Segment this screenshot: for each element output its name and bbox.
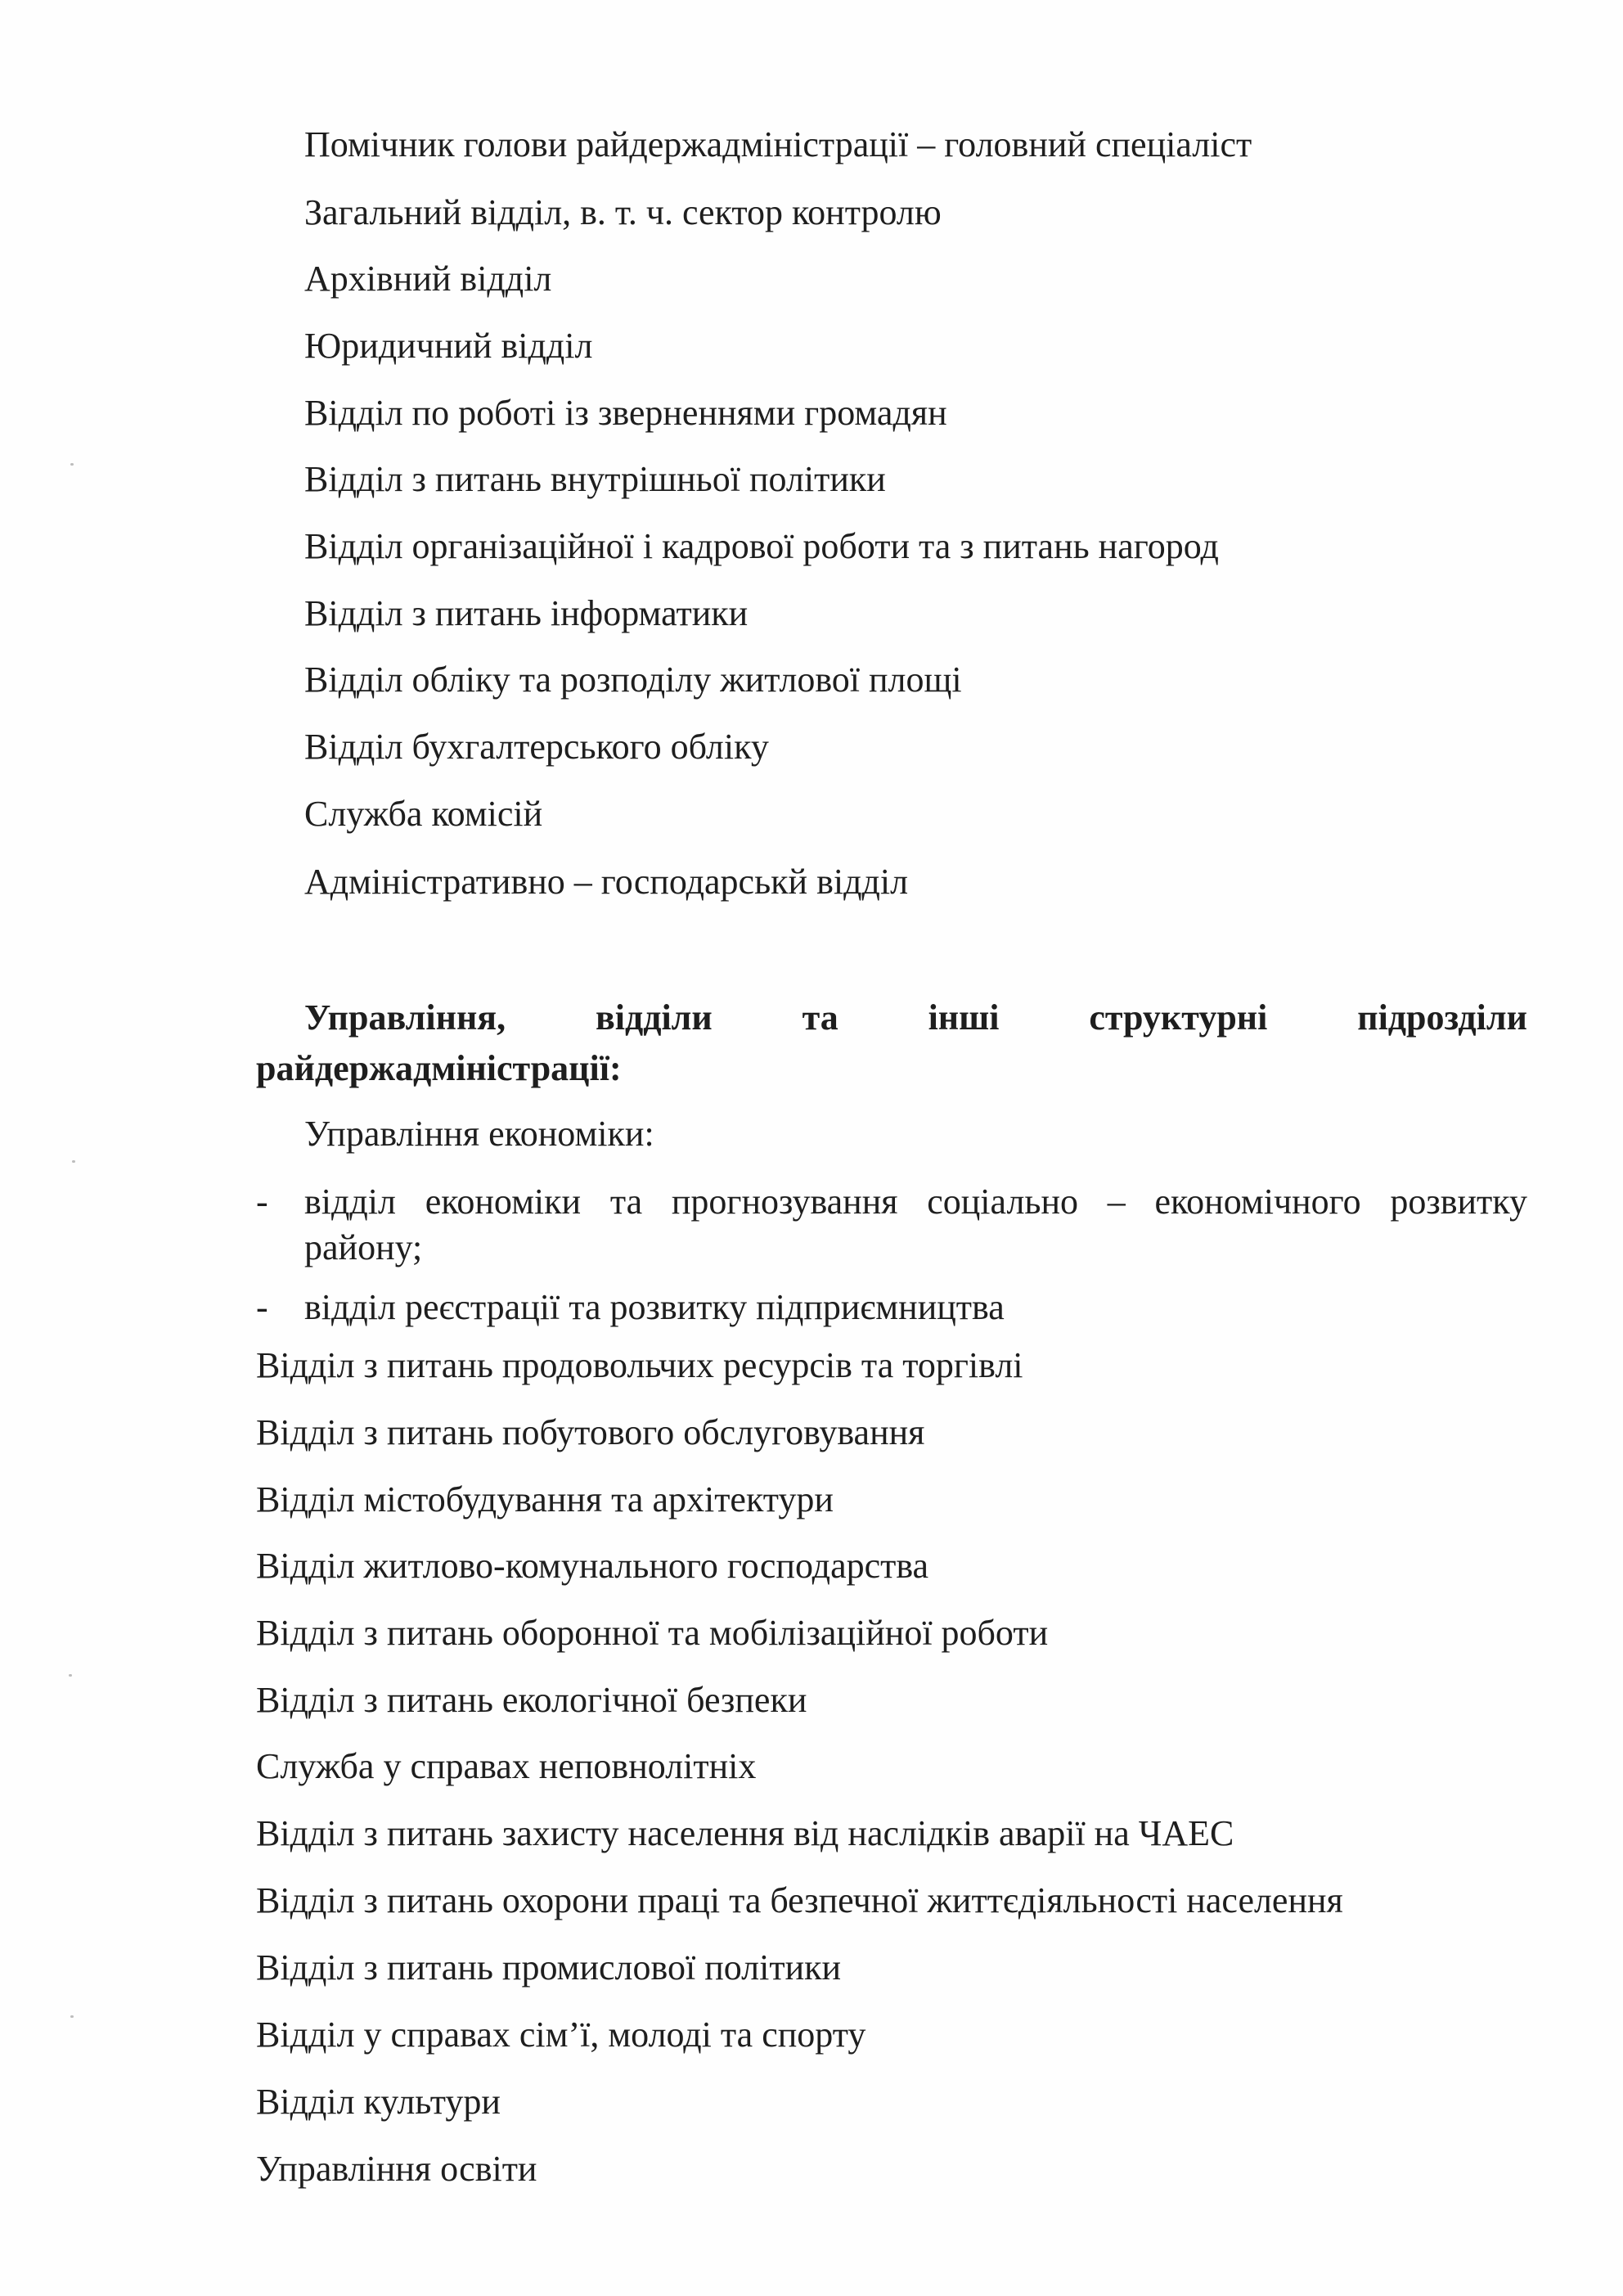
section-heading	[256, 993, 1527, 1094]
sub-item-word: та	[609, 1182, 643, 1222]
dash-marker: -	[256, 1287, 268, 1327]
unit-line: Відділ з питань внутрішньої політики	[304, 459, 886, 499]
unit-line: Відділ культури	[256, 2082, 501, 2122]
unit-line: Відділ житлово-комунального господарства	[256, 1546, 929, 1586]
sub-item-word: економіки	[425, 1182, 582, 1222]
sub-item-line1	[304, 1179, 1527, 1225]
unit-line: Юридичний відділ	[304, 326, 593, 366]
scan-speck	[70, 463, 74, 466]
economy-sub-item	[256, 1179, 1527, 1271]
section-heading-line2: райдержадміністрації:	[256, 1048, 622, 1088]
heading-word: відділи	[595, 997, 713, 1038]
sub-item-text	[304, 1179, 1527, 1271]
unit-line: Відділ з питань оборонної та мобілізаційної роботи	[256, 1613, 1049, 1653]
unit-line: Відділ обліку та розподілу житлової площі	[304, 660, 962, 700]
sub-item-line2: району;	[304, 1227, 423, 1267]
heading-word: Управління,	[304, 997, 506, 1038]
scan-speck	[69, 1674, 72, 1677]
unit-line: Відділ бухгалтерського обліку	[304, 727, 769, 767]
unit-line: Відділ з питань захисту населення від наслідків аварії на ЧАЕС	[256, 1813, 1234, 1853]
unit-line: Відділ з питань екологічної безпеки	[256, 1680, 807, 1720]
sub-item-word: відділ	[304, 1182, 396, 1222]
economy-title: Управління економіки:	[304, 1114, 654, 1154]
unit-line: Відділ з питань продовольчих ресурсів та торгівлі	[256, 1345, 1023, 1385]
unit-line: Служба у справах неповнолітніх	[256, 1746, 757, 1786]
sub-item-text: відділ реєстрації та розвитку підприємництва	[304, 1287, 1005, 1327]
sub-item-word: економічного	[1154, 1182, 1361, 1222]
heading-word: інші	[928, 997, 1000, 1038]
unit-line: Відділ містобудування та архітектури	[256, 1479, 834, 1519]
unit-line: Відділ у справах сім’ї, молоді та спорту	[256, 2015, 866, 2055]
unit-line: Служба комісій	[304, 794, 543, 834]
unit-line: Адміністративно – господарськй відділ	[304, 862, 909, 902]
heading-word: підрозділи	[1357, 997, 1527, 1038]
heading-word: та	[802, 997, 838, 1038]
unit-line: Відділ по роботі із зверненнями громадян	[304, 393, 947, 433]
sub-item-word: прогнозування	[671, 1182, 898, 1222]
unit-line: Відділ з питань охорони праці та безпечної життєдіяльності населення	[256, 1880, 1343, 1920]
unit-line: Архівний відділ	[304, 259, 552, 299]
sub-item-word: розвитку	[1390, 1182, 1527, 1222]
unit-line: Помічник голови райдержадміністрації – головний спеціаліст	[304, 124, 1252, 164]
economy-sub-item	[256, 1285, 1527, 1330]
unit-line: Відділ з питань промислової політики	[256, 1947, 842, 1988]
dash-marker: -	[256, 1182, 268, 1222]
sub-item-word: соціально	[927, 1182, 1079, 1222]
unit-line: Відділ організаційної і кадрової роботи та з питань нагород	[304, 526, 1219, 566]
sub-item-word: –	[1107, 1182, 1126, 1222]
unit-line: Відділ з питань побутового обслуговування	[256, 1412, 925, 1452]
scan-speck	[70, 2015, 74, 2018]
section-heading-line1	[256, 993, 1527, 1043]
heading-word: структурні	[1089, 997, 1268, 1038]
unit-line: Загальний відділ, в. т. ч. сектор контролю	[304, 192, 942, 232]
unit-line: Відділ з питань інформатики	[304, 593, 749, 633]
scan-speck	[72, 1160, 75, 1163]
unit-line: Управління освіти	[256, 2149, 537, 2189]
